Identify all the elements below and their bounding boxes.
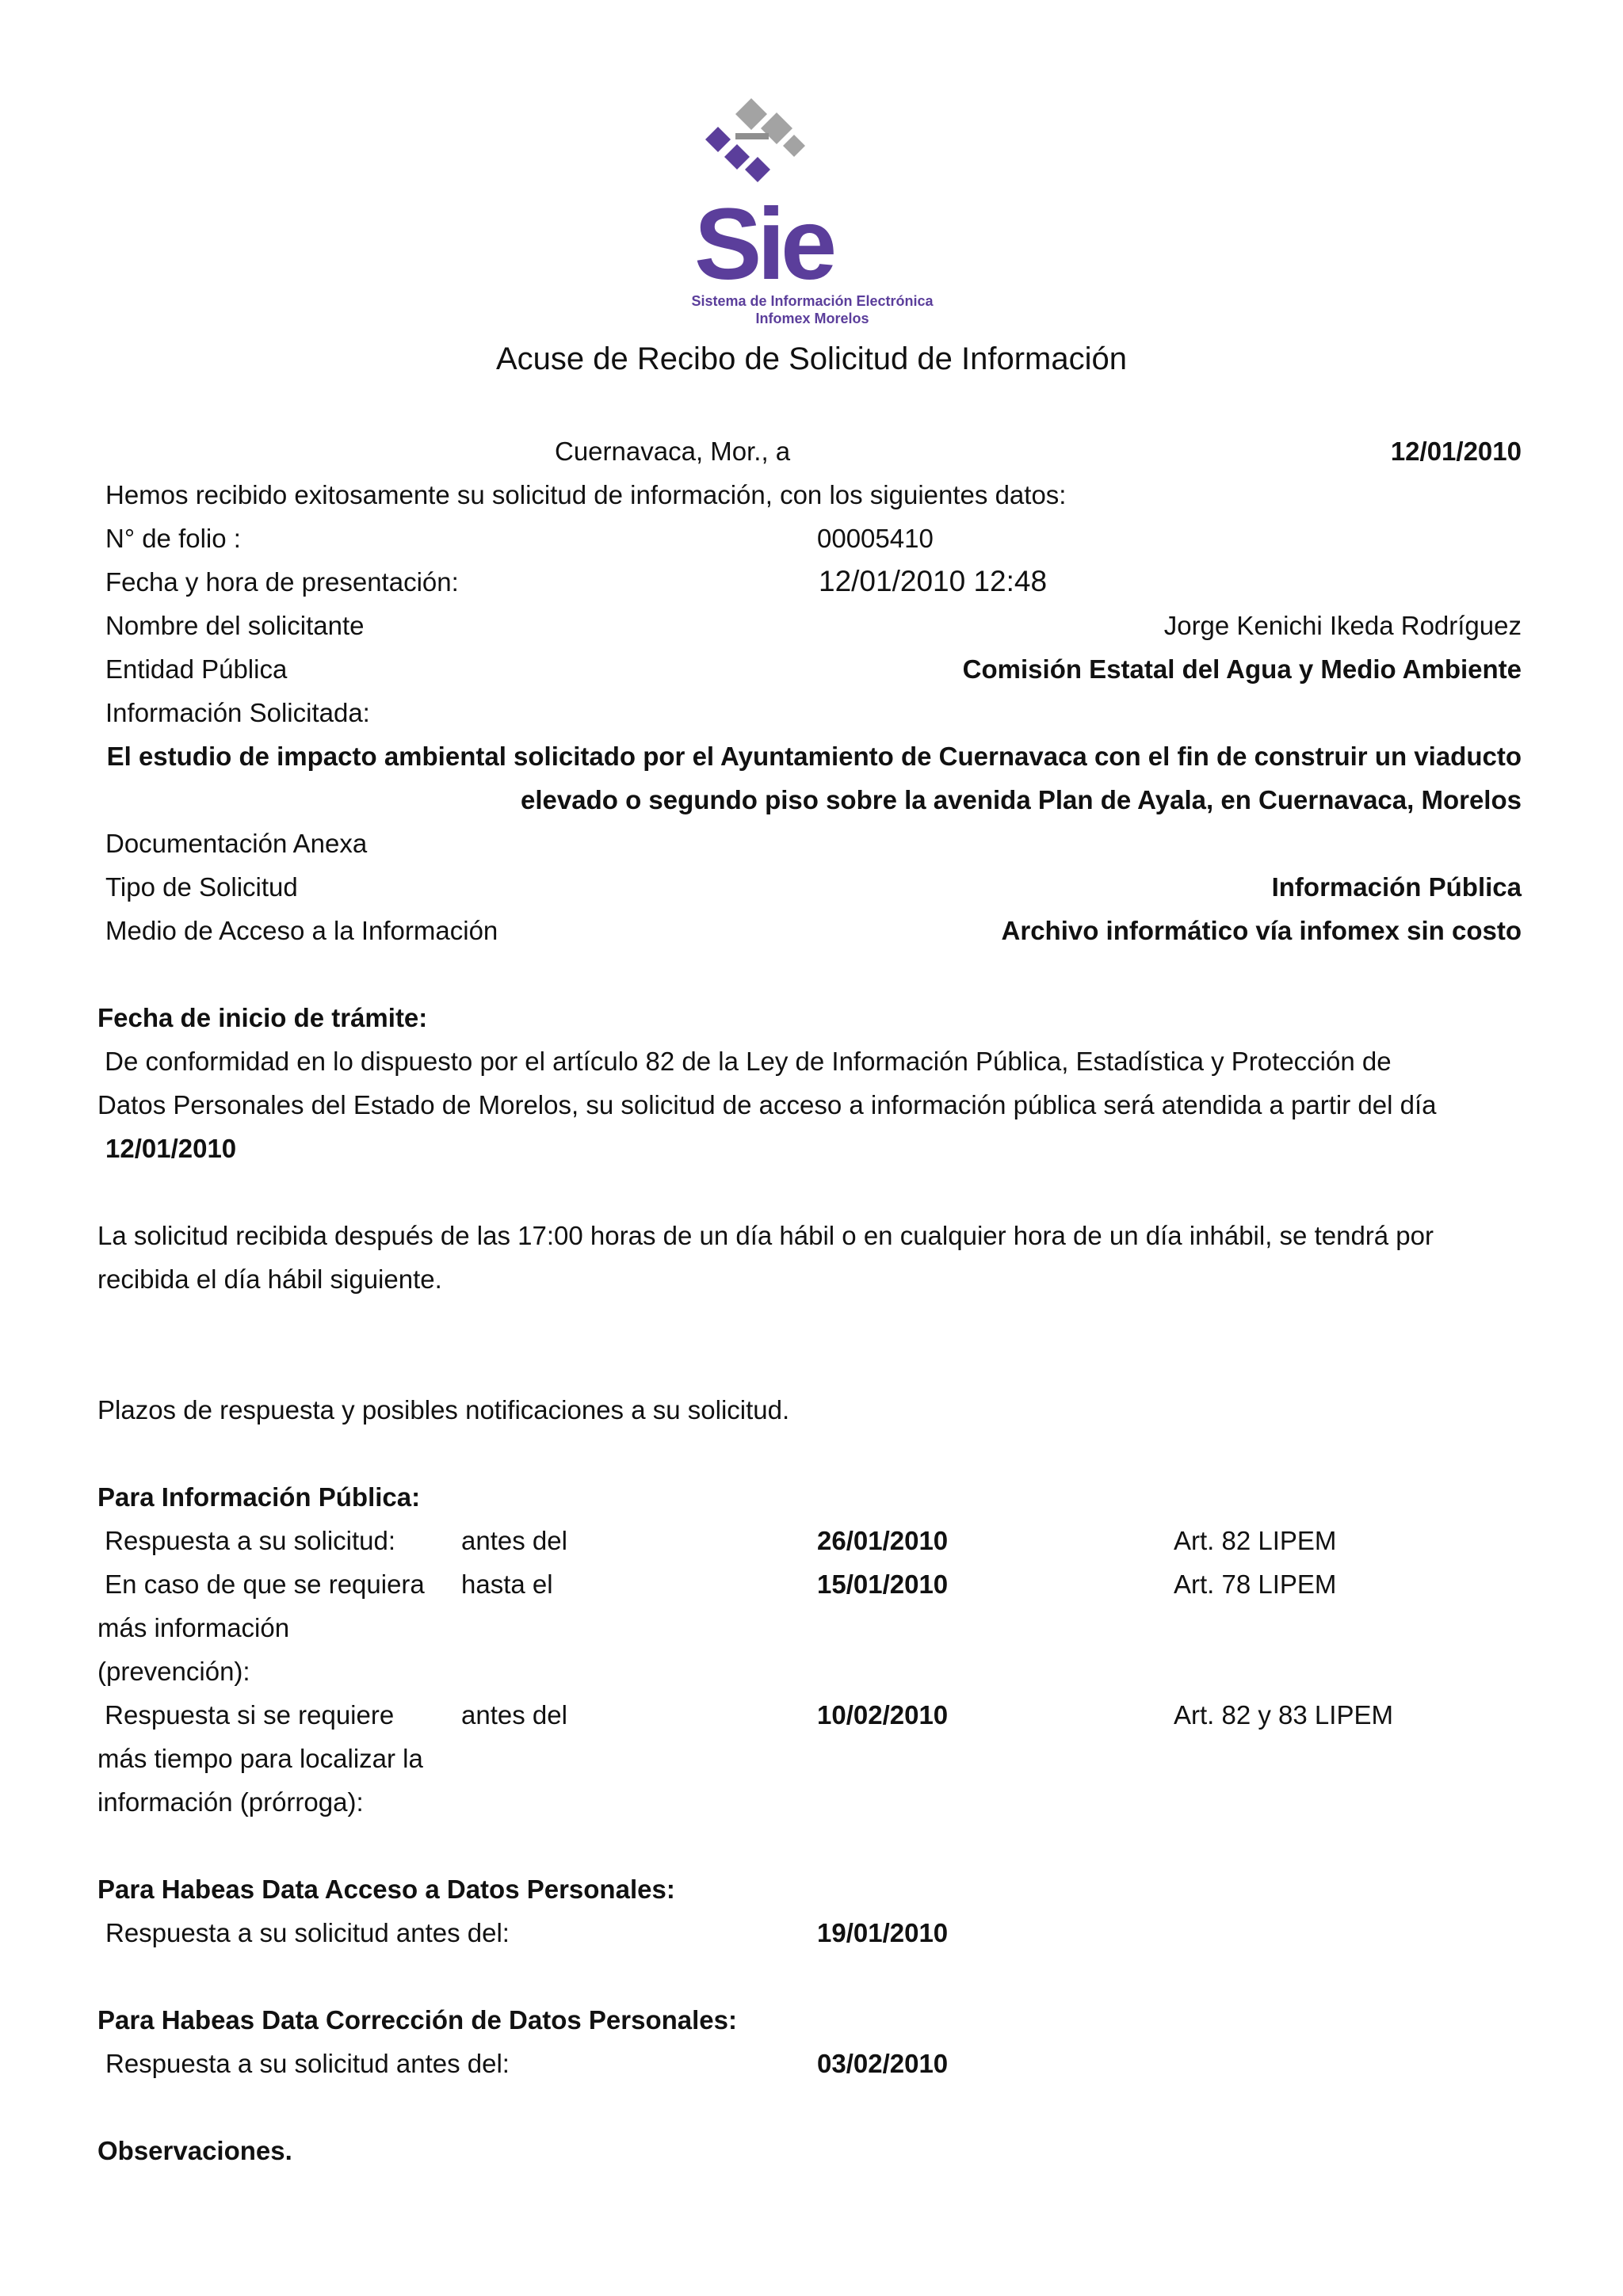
habeas-access-label: Respuesta a su solicitud antes del: [105, 1918, 510, 1947]
row-date: 26/01/2010 [817, 1526, 949, 1555]
start-text-line1: De conformidad en lo dispuesto por el artículo 82 de la Ley de Información Pública, Estadística y Protección de [97, 1047, 1392, 1076]
row-label: (prevención): [97, 1657, 250, 1686]
row-label: información (prórroga): [97, 1787, 364, 1817]
habeas-access-date: 19/01/2010 [817, 1918, 949, 1947]
requested-info-line2: elevado o segundo piso sobre la avenida Plan de Ayala, en Cuernavaca, Morelos [521, 785, 1522, 814]
row-date: 15/01/2010 [817, 1569, 949, 1599]
habeas-access-heading: Para Habeas Data Acceso a Datos Personales: [97, 1875, 675, 1904]
row-date: 10/02/2010 [817, 1700, 949, 1730]
logo-caption-line2: Infomex Morelos [755, 311, 869, 326]
public-info-heading: Para Información Pública: [97, 1482, 421, 1512]
requested-info-line1: El estudio de impacto ambiental solicitado por el Ayuntamiento de Cuernavaca con el fin de construir un viaducto [106, 742, 1522, 771]
issue-date: 12/01/2010 [1390, 437, 1522, 466]
logo-mark-text: Sie [694, 188, 833, 301]
row-article: Art. 78 LIPEM [1174, 1569, 1337, 1599]
logo-diamond-mark [705, 98, 805, 182]
entity-value: Comisión Estatal del Agua y Medio Ambiente [962, 654, 1522, 684]
row-label: más tiempo para localizar la [97, 1744, 423, 1773]
applicant-value: Jorge Kenichi Ikeda Rodríguez [1163, 611, 1522, 640]
intro-text: Hemos recibido exitosamente su solicitud de información, con los siguientes datos: [105, 480, 1067, 509]
entity-label: Entidad Pública [105, 654, 288, 684]
request-type-value: Información Pública [1271, 872, 1522, 902]
habeas-correction-heading: Para Habeas Data Corrección de Datos Personales: [97, 2005, 738, 2035]
presentation-label: Fecha y hora de presentación: [105, 567, 459, 597]
start-date: 12/01/2010 [105, 1134, 237, 1163]
row-label: Respuesta si se requiere [97, 1700, 395, 1730]
access-medium-label: Medio de Acceso a la Información [105, 916, 498, 945]
row-article: Art. 82 y 83 LIPEM [1174, 1700, 1393, 1730]
place-label: Cuernavaca, Mor., a [555, 437, 791, 466]
applicant-label: Nombre del solicitante [105, 611, 365, 640]
notice-line2: recibida el día hábil siguiente. [97, 1264, 442, 1294]
notice-line1: La solicitud recibida después de las 17:00 horas de un día hábil o en cualquier hora de un día inhábil, se tendrá por [97, 1221, 1434, 1250]
logo-caption-line1: Sistema de Información Electrónica [691, 293, 934, 309]
row-article: Art. 82 LIPEM [1174, 1526, 1337, 1555]
row-term: antes del [461, 1526, 567, 1555]
document-title: Acuse de Recibo de Solicitud de Información [495, 341, 1127, 376]
row-term: hasta el [461, 1569, 553, 1599]
deadlines-intro: Plazos de respuesta y posibles notificaciones a su solicitud. [97, 1395, 790, 1425]
row-label: En caso de que se requiera [97, 1569, 425, 1599]
requested-info-label: Información Solicitada: [105, 698, 370, 727]
annex-label: Documentación Anexa [105, 829, 368, 858]
sie-logo [642, 93, 983, 331]
start-text-line2: Datos Personales del Estado de Morelos, su solicitud de acceso a información pública será atendida a partir del día [97, 1090, 1437, 1119]
presentation-value: 12/01/2010 12:48 [819, 565, 1048, 597]
row-label: más información [97, 1613, 290, 1642]
row-label: Respuesta a su solicitud: [97, 1526, 396, 1555]
folio-value: 00005410 [817, 524, 934, 553]
request-type-label: Tipo de Solicitud [105, 872, 298, 902]
observations-heading: Observaciones. [97, 2136, 292, 2165]
folio-label: N° de folio : [105, 524, 241, 553]
habeas-correction-date: 03/02/2010 [817, 2049, 949, 2078]
access-medium-value: Archivo informático vía infomex sin costo [1001, 916, 1522, 945]
start-heading: Fecha de inicio de trámite: [97, 1003, 428, 1032]
habeas-correction-label: Respuesta a su solicitud antes del: [105, 2049, 510, 2078]
row-term: antes del [461, 1700, 567, 1730]
